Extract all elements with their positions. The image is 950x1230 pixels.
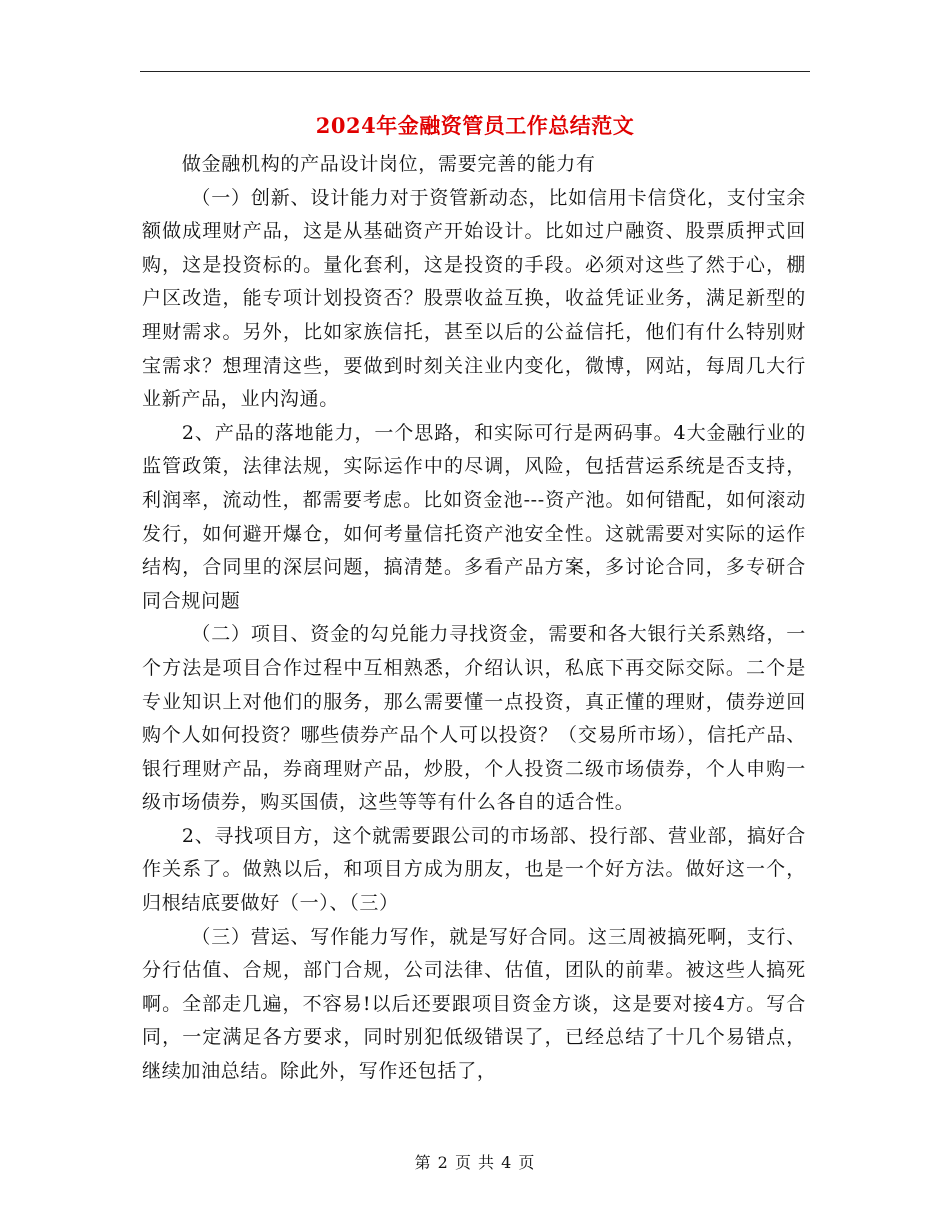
section-3-paragraph: （三）营运、写作能力写作，就是写好合同。这三周被搞死啊，支行、分行估值、合规，部门合规，公司法律、估值，团队的前辈。被这些人搞死啊。全部走几遍，不容易!以后还要跟项目资金方谈，这是要对接4方。写合同，一定满足各方要求，同时别犯低级错误了，已经总结了十几个易错点，继续加油总结。除此外，写作还包括了， xyxy=(142,925,806,1083)
section-1-paragraph: （一）创新、设计能力对于资管新动态，比如信用卡信贷化，支付宝余额做成理财产品，这是从基础资产开始设计。比如过户融资、股票质押式回购，这是投资标的。量化套利，这是投资的手段。必须对这些了然于心，棚户区改造，能专项计划投资否？股票收益互换，收益凭证业务，满足新型的理财需求。另外，比如家族信托，甚至以后的公益信托，他们有什么特别财宝需求？想理清这些，要做到时刻关注业内变化，微博，网站，每周几大行业新产品，业内沟通。 xyxy=(142,186,806,411)
section-1-point-2-paragraph: 2、产品的落地能力，一个思路，和实际可行是两码事。4大金融行业的监管政策，法律法规，实际运作中的尽调，风险，包括营运系统是否支持，利润率，流动性，都需要考虑。比如资金池---资产池。如何错配，如何滚动发行，如何避开爆仓，如何考量信托资产池安全性。这就需要对实际的运作结构，合同里的深层问题，搞清楚。多看产品方案，多讨论合同，多专研合同合规问题 xyxy=(142,421,806,612)
page-number-footer: 第 2 页 共 4 页 xyxy=(414,1153,536,1172)
header-rule xyxy=(140,71,810,72)
document-title: 2024年金融资管员工作总结范文 xyxy=(315,113,635,138)
document-body xyxy=(142,148,806,1089)
intro-paragraph: 做金融机构的产品设计岗位，需要完善的能力有 xyxy=(181,153,596,175)
section-2-point-2-paragraph: 2、寻找项目方，这个就需要跟公司的市场部、投行部、营业部，搞好合作关系了。做熟以后，和项目方成为朋友，也是一个好方法。做好这一个，归根结底要做好（一）、（三） xyxy=(142,824,806,915)
section-2-paragraph: （二）项目、资金的勾兑能力寻找资金，需要和各大银行关系熟络，一个方法是项目合作过程中互相熟悉，介绍认识，私底下再交际交际。二个是专业知识上对他们的服务，那么需要懂一点投资，真正懂的理财，债券逆回购个人如何投资？哪些债券产品个人可以投资？（交易所市场），信托产品、银行理财产品，券商理财产品，炒股，个人投资二级市场债券，个人申购一级市场债券，购买国债，这些等等有什么各自的适合性。 xyxy=(142,623,806,814)
